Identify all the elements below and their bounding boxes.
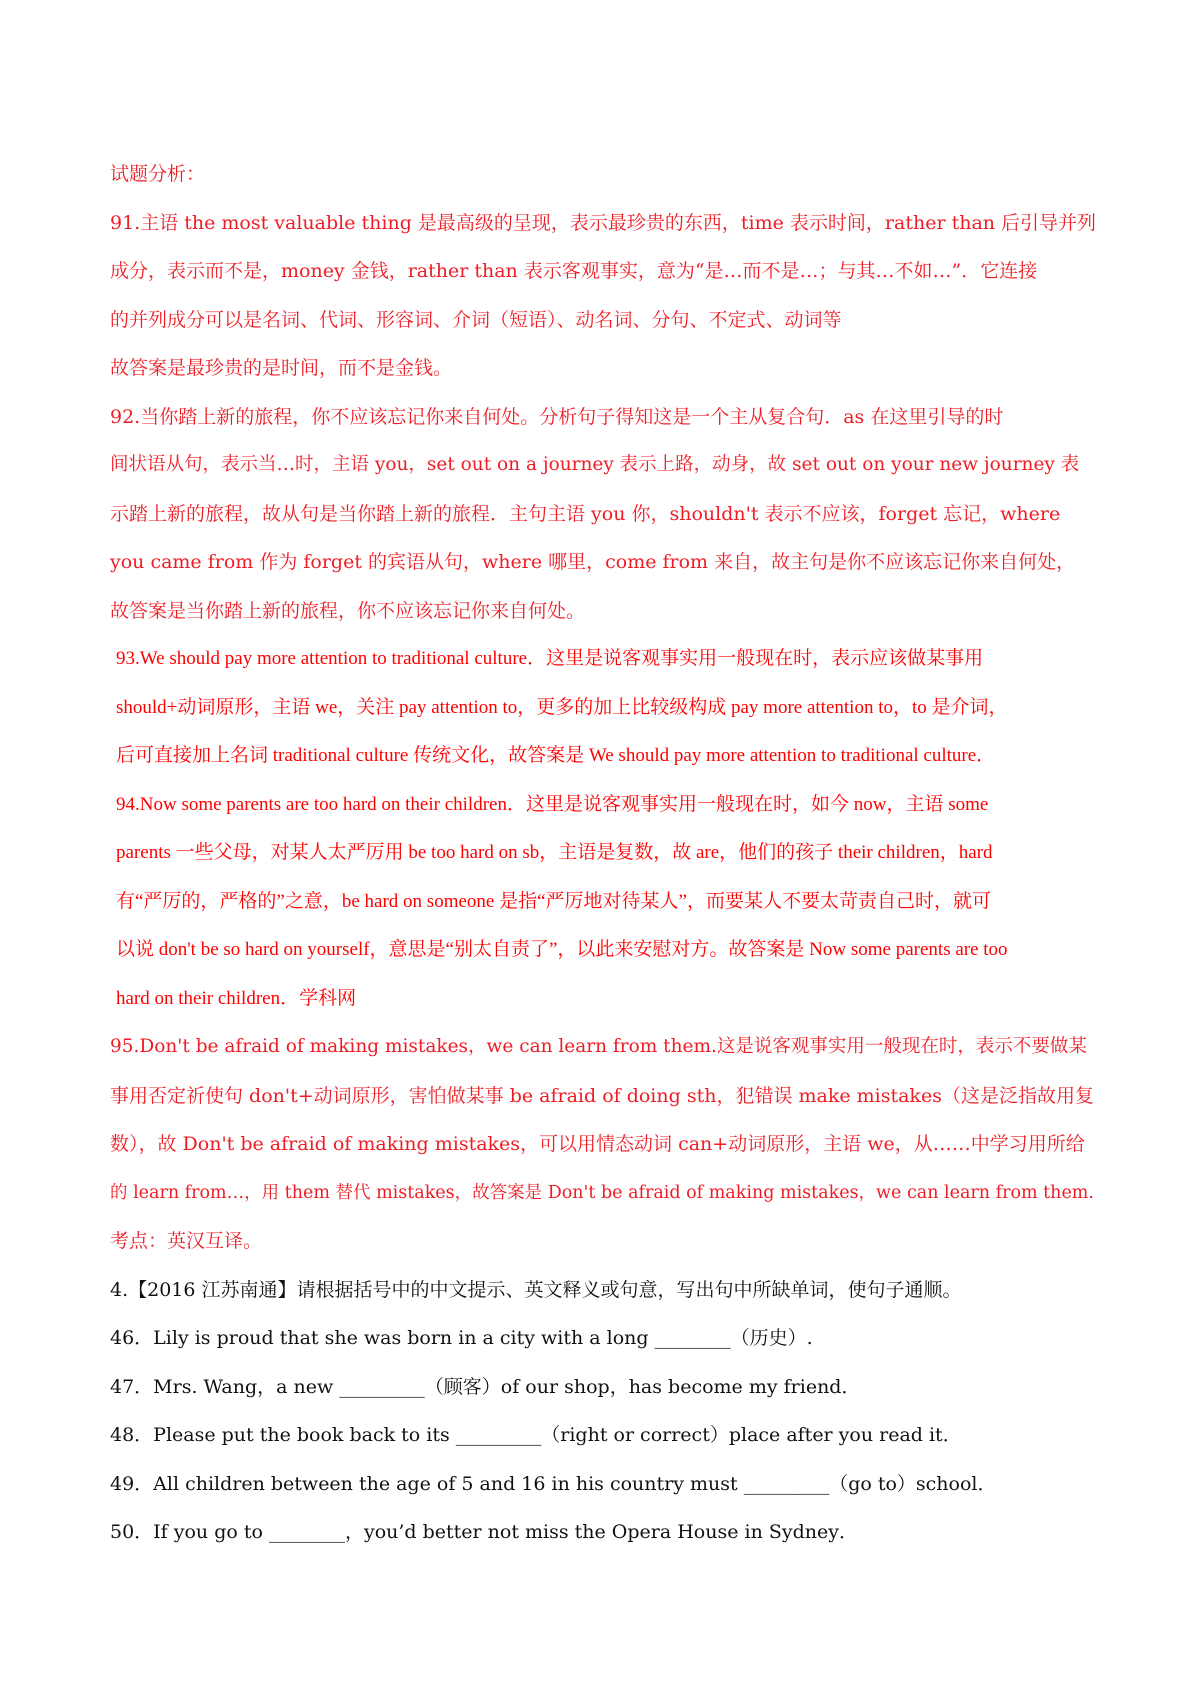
- analysis-line: 以说 don't be so hard on yourself，意思是“别太自责了”，以此来安慰对方。故答案是 Now some parents are too: [116, 939, 1008, 960]
- analysis-line: 94.Now some parents are too hard on their children．这里是说客观事实用一般现在时，如今 now，主语 some: [116, 793, 989, 815]
- analysis-line: 考点：英汉互译。: [110, 1230, 263, 1252]
- page-content: [110, 150, 1100, 1557]
- analysis-line: 数），故 Don't be afraid of making mistakes，可以用情态动词 can+动词原形，主语 we，从……中学习用所给: [110, 1133, 1085, 1155]
- analysis-line: parents 一些父母，对某人太严厉用 be too hard on sb，主语是复数，故 are，他们的孩子 their children，hard: [116, 842, 993, 863]
- analysis-line: 95.Don't be afraid of making mistakes，we can learn from them.这是说客观事实用一般现在时，表示不要做某: [110, 1036, 1087, 1057]
- exercise-item: 47．Mrs. Wang，a new _________（顾客）of our shop，has become my friend．: [110, 1375, 861, 1398]
- exercise-intro: 4.【2016 江苏南通】请根据括号中的中文提示、英文释义或句意，写出句中所缺单词，使句子通顺。: [110, 1278, 962, 1301]
- analysis-line: 故答案是最珍贵的是时间，而不是金钱。: [110, 357, 453, 379]
- analysis-line: hard on their children．学科网: [116, 987, 357, 1009]
- analysis-line: 成分，表示而不是，money 金钱，rather than 表示客观事实，意为“是…而不是…；与其…不如…”．它连接: [110, 260, 1038, 282]
- analysis-line: 的并列成分可以是名词、代词、形容词、介词（短语）、动名词、分句、不定式、动词等: [110, 308, 842, 331]
- analysis-line: 91.主语 the most valuable thing 是最高级的呈现，表示最珍贵的东西，time 表示时间，rather than 后引导并列: [110, 211, 1097, 234]
- exercise-item: 49．All children between the age of 5 and 16 in his country must _________（go to）school．: [110, 1472, 997, 1495]
- exercise-section: [110, 1266, 1100, 1557]
- exercise-item: 46．Lily is proud that she was born in a city with a long ________（历史）.: [110, 1327, 813, 1349]
- analysis-block-93-94: [110, 635, 1100, 1023]
- analysis-line: 后可直接加上名词 traditional culture 传统文化，故答案是 We should pay more attention to traditional culture．: [116, 745, 996, 766]
- analysis-block-95: [110, 1023, 1100, 1266]
- analysis-line: 92.当你踏上新的旅程，你不应该忘记你来自何处。分析句子得知这是一个主从复合句．as 在这里引导的时: [110, 405, 1004, 428]
- analysis-line: 93.We should pay more attention to traditional culture．这里是说客观事实用一般现在时，表示应该做某事用: [116, 648, 984, 669]
- analysis-line: you came from 作为 forget 的宾语从句，where 哪里，come from 来自，故主句是你不应该忘记你来自何处，: [110, 551, 1076, 573]
- analysis-line: 故答案是当你踏上新的旅程，你不应该忘记你来自何处。: [110, 599, 586, 622]
- analysis-heading: 试题分析：: [110, 163, 206, 185]
- analysis-line: 事用否定祈使句 don't+动词原形，害怕做某事 be afraid of doing sth，犯错误 make mistakes（这是泛指故用复: [110, 1084, 1094, 1107]
- exercise-item: 50．If you go to ________，you’d better not miss the Opera House in Sydney．: [110, 1521, 858, 1543]
- analysis-line: 的 learn from…，用 them 替代 mistakes，故答案是 Don't be afraid of making mistakes，we can learn from them.: [110, 1182, 1094, 1203]
- analysis-block-91-92: [110, 199, 1100, 636]
- analysis-line: should+动词原形，主语 we，关注 pay attention to，更多的加上比较级构成 pay more attention to，to 是介词，: [116, 696, 1008, 718]
- analysis-line: 示踏上新的旅程，故从句是当你踏上新的旅程．主句主语 you 你，shouldn't 表示不应该，forget 忘记，where: [110, 502, 1061, 525]
- analysis-line: 间状语从句，表示当…时，主语 you，set out on a journey 表示上路，动身，故 set out on your new journey 表: [110, 454, 1080, 475]
- analysis-line: 有“严厉的，严格的”之意，be hard on someone 是指“严厉地对待某人”，而要某人不要太苛责自己时，就可: [116, 890, 991, 912]
- exercise-item: 48．Please put the book back to its _________（right or correct）place after you read it．: [110, 1424, 962, 1446]
